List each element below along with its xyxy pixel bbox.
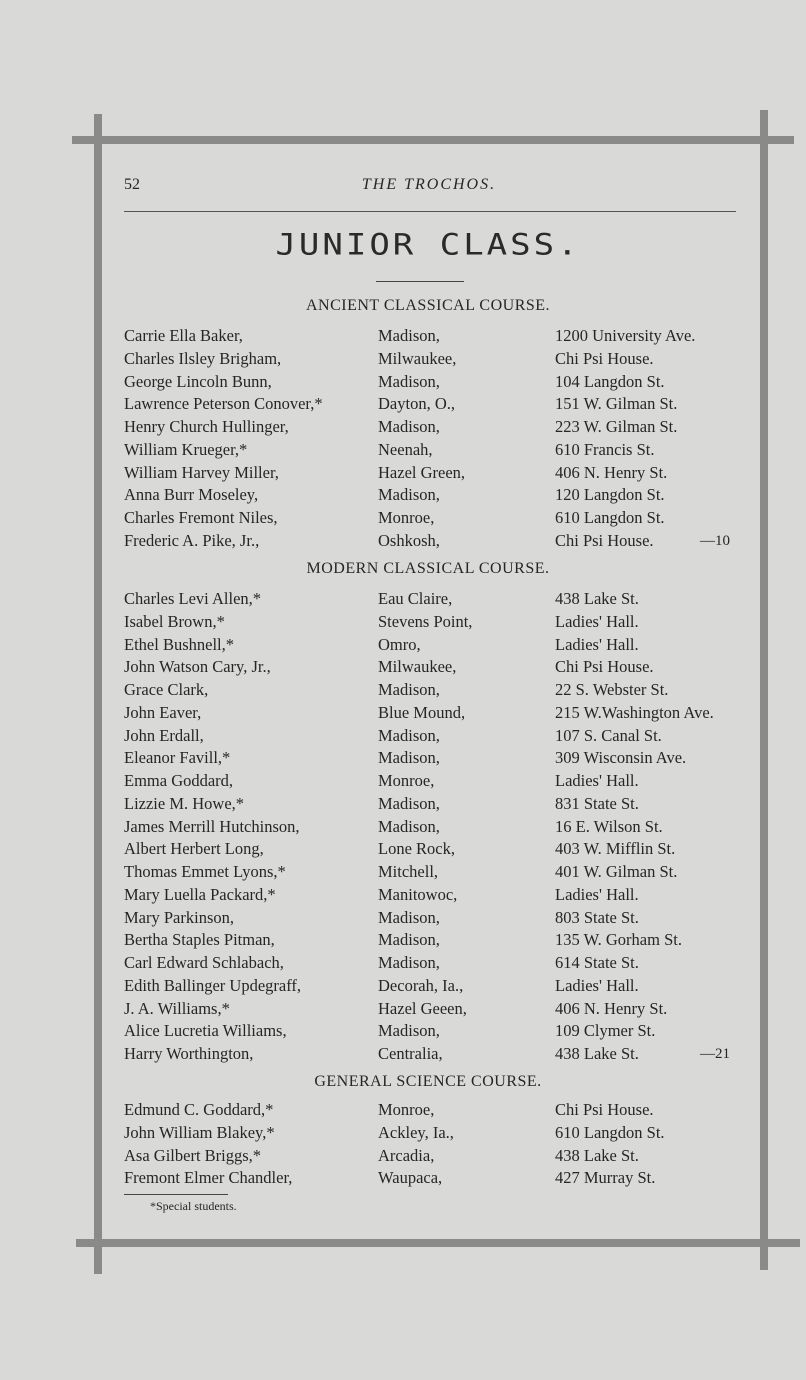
- student-name: Charles Fremont Niles,: [124, 508, 278, 527]
- student-row: [124, 770, 744, 792]
- student-row: [124, 371, 744, 393]
- hometown: Milwaukee,: [378, 348, 457, 368]
- hometown: Omro,: [378, 634, 421, 654]
- residence-address: Ladies' Hall.: [555, 771, 639, 790]
- hometown: Ackley, Ia.,: [378, 1122, 454, 1142]
- student-name: Lizzie M. Howe,*: [124, 793, 245, 813]
- student-row: [124, 348, 744, 370]
- student-name: John Watson Cary, Jr.,: [124, 657, 271, 677]
- student-name: Albert Herbert Long,: [124, 839, 264, 859]
- student-row: [124, 1122, 744, 1144]
- student-name: Frederic A. Pike, Jr.,: [124, 530, 260, 550]
- student-name: Mary Luella Packard,*: [124, 884, 276, 904]
- student-row: [124, 1145, 744, 1167]
- student-row: [124, 975, 744, 997]
- residence-address: 1200 University Ave.: [555, 326, 696, 345]
- residence-address: 406 N. Henry St.: [555, 462, 668, 482]
- residence-address: 16 E. Wilson St.: [555, 816, 663, 836]
- hometown: Dayton, O.,: [378, 394, 455, 414]
- student-name: Carrie Ella Baker,: [124, 326, 243, 345]
- hometown: Madison,: [378, 725, 440, 745]
- hometown: Madison,: [378, 371, 440, 391]
- residence-address: Ladies' Hall.: [555, 611, 639, 631]
- hometown: Madison,: [378, 793, 440, 813]
- section-heading: MODERN CLASSICAL COURSE.: [306, 560, 550, 577]
- student-row: [124, 861, 744, 883]
- residence-address: Chi Psi House.: [555, 530, 654, 550]
- page-title: JUNIOR CLASS.: [275, 228, 581, 263]
- student-name: Edith Ballinger Updegraff,: [124, 975, 302, 995]
- residence-address: Ladies' Hall.: [555, 975, 639, 995]
- student-name: Charles Levi Allen,*: [124, 589, 262, 608]
- hometown: Arcadia,: [378, 1145, 435, 1165]
- student-row: [124, 588, 744, 610]
- hometown: Stevens Point,: [378, 611, 473, 631]
- running-title: THE TROCHOS.: [361, 176, 497, 193]
- student-name: Mary Parkinson,: [124, 907, 234, 927]
- residence-address: 107 S. Canal St.: [555, 725, 662, 745]
- title-divider: [376, 281, 464, 282]
- student-row: [124, 793, 744, 815]
- header-divider: [124, 211, 736, 212]
- student-name: Eleanor Favill,*: [124, 748, 231, 768]
- hometown: Manitowoc,: [378, 884, 458, 904]
- student-name: Fremont Elmer Chandler,: [124, 1168, 293, 1188]
- residence-address: 610 Langdon St.: [555, 1122, 665, 1142]
- residence-address: 610 Francis St.: [555, 439, 655, 459]
- residence-address: 406 N. Henry St.: [555, 998, 668, 1018]
- student-row: [124, 325, 744, 347]
- section-heading: ANCIENT CLASSICAL COURSE.: [305, 297, 551, 314]
- student-row: [124, 1167, 744, 1189]
- student-row: [124, 530, 744, 552]
- student-name: Thomas Emmet Lyons,*: [124, 862, 286, 881]
- student-name: J. A. Williams,*: [124, 998, 230, 1018]
- student-row: [124, 634, 744, 656]
- hometown: Hazel Green,: [378, 462, 466, 482]
- section-heading: GENERAL SCIENCE COURSE.: [314, 1073, 542, 1090]
- student-name: Carl Edward Schlabach,: [124, 953, 284, 972]
- hometown: Madison,: [378, 485, 440, 505]
- residence-address: 427 Murray St.: [555, 1168, 656, 1188]
- hometown: Monroe,: [378, 508, 435, 527]
- page-header: [124, 176, 734, 200]
- hometown: Madison,: [378, 907, 440, 927]
- footnote: *Special students.: [150, 1199, 237, 1213]
- residence-address: 223 W. Gilman St.: [555, 417, 678, 436]
- residence-address: 614 State St.: [555, 953, 639, 972]
- student-name: James Merrill Hutchinson,: [124, 816, 300, 836]
- hometown: Madison,: [378, 953, 440, 972]
- hometown: Oshkosh,: [378, 530, 440, 550]
- hometown: Madison,: [378, 1021, 440, 1041]
- page-number: 52: [124, 176, 140, 193]
- residence-address: 803 State St.: [555, 907, 639, 927]
- residence-address: 151 W. Gilman St.: [555, 394, 678, 414]
- student-name: Alice Lucretia Williams,: [124, 1021, 287, 1041]
- residence-address: 104 Langdon St.: [555, 371, 665, 391]
- hometown: Neenah,: [378, 439, 433, 459]
- student-row: [124, 416, 744, 438]
- frame-rule-top: [72, 136, 794, 144]
- hometown: Madison,: [378, 748, 440, 768]
- student-row: [124, 838, 744, 860]
- hometown: Madison,: [378, 680, 440, 699]
- student-name: Edmund C. Goddard,*: [124, 1100, 274, 1119]
- student-name: John William Blakey,*: [124, 1122, 275, 1142]
- student-name: William Harvey Miller,: [124, 462, 279, 482]
- hometown: Milwaukee,: [378, 657, 457, 677]
- residence-address: 438 Lake St.: [555, 589, 639, 608]
- student-row: [124, 702, 744, 724]
- student-name: Ethel Bushnell,*: [124, 634, 234, 654]
- student-name: Grace Clark,: [124, 680, 209, 699]
- student-row: [124, 952, 744, 974]
- student-row: [124, 656, 744, 678]
- frame-rule-bottom: [76, 1239, 800, 1247]
- residence-address: Ladies' Hall.: [555, 634, 639, 654]
- residence-address: 403 W. Mifflin St.: [555, 839, 676, 859]
- student-name: Harry Worthington,: [124, 1044, 254, 1063]
- residence-address: Ladies' Hall.: [555, 884, 639, 904]
- student-name: Charles Ilsley Brigham,: [124, 348, 282, 368]
- residence-address: 120 Langdon St.: [555, 485, 665, 505]
- footnote-divider: [124, 1194, 228, 1195]
- student-row: [124, 884, 744, 906]
- student-row: [124, 747, 744, 769]
- residence-address: 22 S. Webster St.: [555, 680, 669, 699]
- hometown: Centralia,: [378, 1044, 443, 1063]
- hometown: Monroe,: [378, 771, 435, 790]
- student-row: [124, 507, 744, 529]
- course-total: —10: [700, 532, 730, 549]
- residence-address: 401 W. Gilman St.: [555, 862, 678, 881]
- student-row: [124, 1099, 744, 1121]
- student-name: John Eaver,: [124, 702, 202, 722]
- residence-address: Chi Psi House.: [555, 1100, 654, 1119]
- student-name: Anna Burr Moseley,: [124, 485, 259, 505]
- student-row: [124, 393, 744, 415]
- student-row: [124, 816, 744, 838]
- student-row: [124, 998, 744, 1020]
- hometown: Hazel Geeen,: [378, 998, 467, 1018]
- student-name: John Erdall,: [124, 725, 204, 745]
- residence-address: 309 Wisconsin Ave.: [555, 748, 687, 768]
- student-row: [124, 611, 744, 633]
- hometown: Madison,: [378, 816, 440, 836]
- student-name: Isabel Brown,*: [124, 611, 225, 631]
- hometown: Eau Claire,: [378, 589, 453, 608]
- course-total: —21: [700, 1046, 730, 1062]
- student-name: George Lincoln Bunn,: [124, 371, 272, 391]
- residence-address: 215 W.Washington Ave.: [555, 702, 714, 722]
- student-name: Bertha Staples Pitman,: [124, 930, 275, 950]
- hometown: Lone Rock,: [378, 839, 455, 859]
- residence-address: 438 Lake St.: [555, 1044, 639, 1063]
- hometown: Waupaca,: [378, 1168, 443, 1188]
- residence-address: Chi Psi House.: [555, 348, 654, 368]
- hometown: Blue Mound,: [378, 702, 466, 722]
- residence-address: 109 Clymer St.: [555, 1021, 656, 1041]
- residence-address: 831 State St.: [555, 793, 639, 813]
- student-row: [124, 725, 744, 747]
- residence-address: Chi Psi House.: [555, 657, 654, 677]
- frame-rule-left: [94, 114, 102, 1274]
- hometown: Madison,: [378, 930, 440, 950]
- student-row: [124, 1020, 744, 1042]
- student-row: [124, 1043, 744, 1065]
- student-row: [124, 679, 744, 701]
- hometown: Mitchell,: [378, 862, 439, 881]
- student-row: [124, 484, 744, 506]
- hometown: Decorah, Ia.,: [378, 975, 464, 995]
- student-row: [124, 907, 744, 929]
- hometown: Monroe,: [378, 1100, 435, 1119]
- hometown: Madison,: [378, 326, 440, 345]
- student-row: [124, 439, 744, 461]
- student-row: [124, 929, 744, 951]
- student-name: Henry Church Hullinger,: [124, 417, 289, 436]
- residence-address: 438 Lake St.: [555, 1145, 639, 1165]
- hometown: Madison,: [378, 417, 440, 436]
- student-name: Lawrence Peterson Conover,*: [124, 394, 323, 414]
- student-row: [124, 462, 744, 484]
- student-name: William Krueger,*: [124, 439, 248, 459]
- residence-address: 135 W. Gorham St.: [555, 930, 682, 950]
- student-name: Asa Gilbert Briggs,*: [124, 1145, 262, 1165]
- student-name: Emma Goddard,: [124, 771, 234, 790]
- frame-rule-right: [760, 110, 768, 1270]
- residence-address: 610 Langdon St.: [555, 508, 665, 527]
